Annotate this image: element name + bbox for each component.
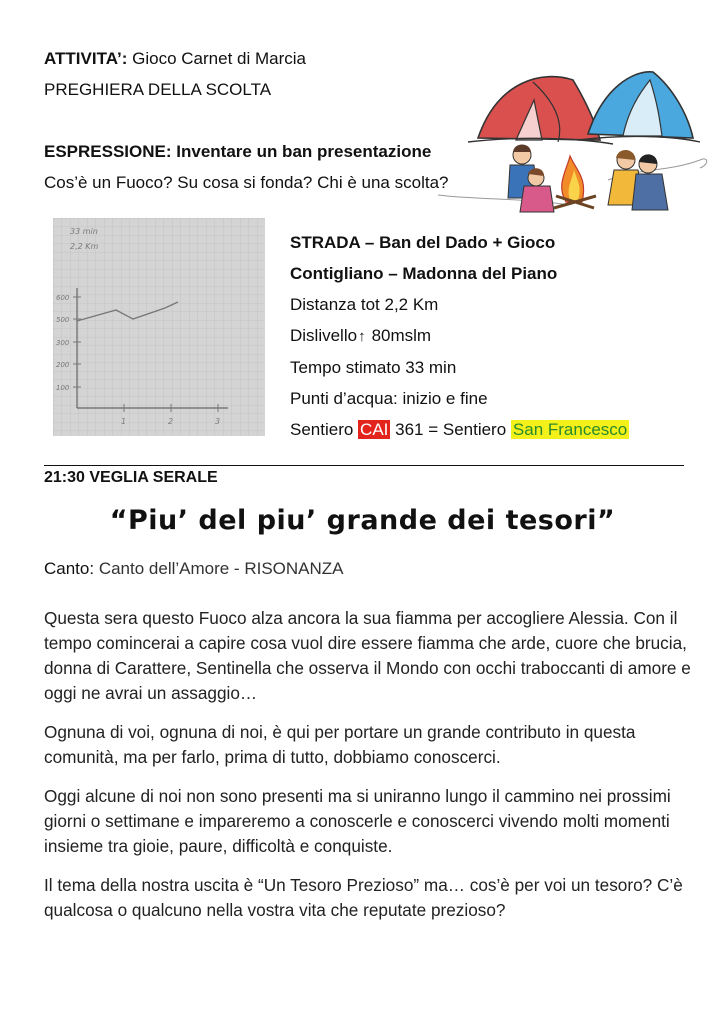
route-water: Punti d’acqua: inizio e fine: [290, 389, 488, 408]
activity-label: ATTIVITA’:: [44, 49, 128, 68]
x-tick-label: 3: [215, 417, 221, 426]
y-tick-label: 100: [56, 384, 70, 392]
paragraph: Questa sera questo Fuoco alza ancora la sua fiamma per accogliere Alessia. Con il tempo comincerai a capire cosa vuol dire essere fiamma che arde, cuore che brucia, donna di Carattere, Sentinella che osserva il Mondo con occhi traboccanti di amore e oggi ne avrai un assaggio…: [44, 608, 691, 703]
san-francesco-highlight: San Francesco: [512, 420, 628, 439]
y-tick-label: 200: [56, 361, 70, 369]
y-tick-label: 300: [56, 339, 70, 347]
activity-line: [44, 48, 306, 70]
x-tick-label: 2: [168, 417, 174, 426]
route-subtitle: Contigliano – Madonna del Piano: [290, 264, 558, 283]
route-title: STRADA – Ban del Dado + Gioco: [290, 233, 556, 252]
elevation-value: 80mslm: [371, 326, 432, 345]
body-text: [44, 606, 694, 937]
route-photo: [53, 218, 265, 436]
questions-line: Cos’è un Fuoco? Su cosa si fonda? Chi è una scolta?: [44, 173, 449, 192]
note-distance: 2,2 Km: [70, 242, 99, 251]
campfire-icon: [554, 156, 596, 208]
campers-right-icon: [608, 150, 668, 210]
section-divider: [44, 465, 684, 466]
evening-heading: 21:30 VEGLIA SERALE: [44, 469, 218, 486]
note-time: 33 min: [70, 227, 98, 236]
path-middle: 361 = Sentiero: [390, 420, 511, 439]
prayer-line: PREGHIERA DELLA SCOLTA: [44, 80, 272, 99]
route-path: [290, 414, 629, 445]
expression-line: ESPRESSIONE: Inventare un ban presentazione: [44, 142, 432, 161]
canto-line: [44, 557, 344, 581]
cai-badge: CAI: [360, 420, 389, 439]
blue-tent-icon: [578, 72, 700, 142]
campers-left-icon: [508, 145, 554, 213]
path-prefix: Sentiero: [290, 420, 359, 439]
paragraph: Ognuna di voi, ognuna di noi, è qui per portare un grande contributo in questa comunità, ma per farlo, prima di tutto, dobbiamo conoscerci.: [44, 722, 636, 767]
paragraph: Oggi alcune di noi non sono presenti ma si uniranno lungo il cammino nei prossimi giorni o settimane e impareremo a conoscerle e conoscerci vivendo molti momenti insieme tra gioie, paure, difficoltà e conquiste.: [44, 786, 671, 856]
arrow-up-icon: ↑: [358, 328, 366, 345]
x-tick-label: 1: [121, 417, 127, 426]
route-elevation: [290, 320, 629, 352]
canto-value: Canto dell’Amore - RISONANZA: [94, 559, 344, 578]
paragraph: Il tema della nostra uscita è “Un Tesoro Prezioso” ma… cos’è per voi un tesoro? C’è qualcosa o qualcuno nella vostra vita che reputate prezioso?: [44, 875, 683, 920]
route-time: Tempo stimato 33 min: [290, 358, 457, 377]
activity-value: Gioco Carnet di Marcia: [127, 49, 306, 68]
canto-label: Canto:: [44, 559, 95, 578]
y-tick-label: 500: [56, 316, 70, 324]
camping-illustration: [438, 60, 718, 220]
elevation-sketch: [53, 218, 265, 436]
elevation-label: Dislivello: [290, 326, 358, 345]
route-info: [290, 227, 629, 445]
y-tick-label: 600: [56, 294, 70, 302]
evening-title: “Piu’ del piu’ grande dei tesori”: [109, 505, 616, 536]
route-distance: Distanza tot 2,2 Km: [290, 295, 439, 314]
